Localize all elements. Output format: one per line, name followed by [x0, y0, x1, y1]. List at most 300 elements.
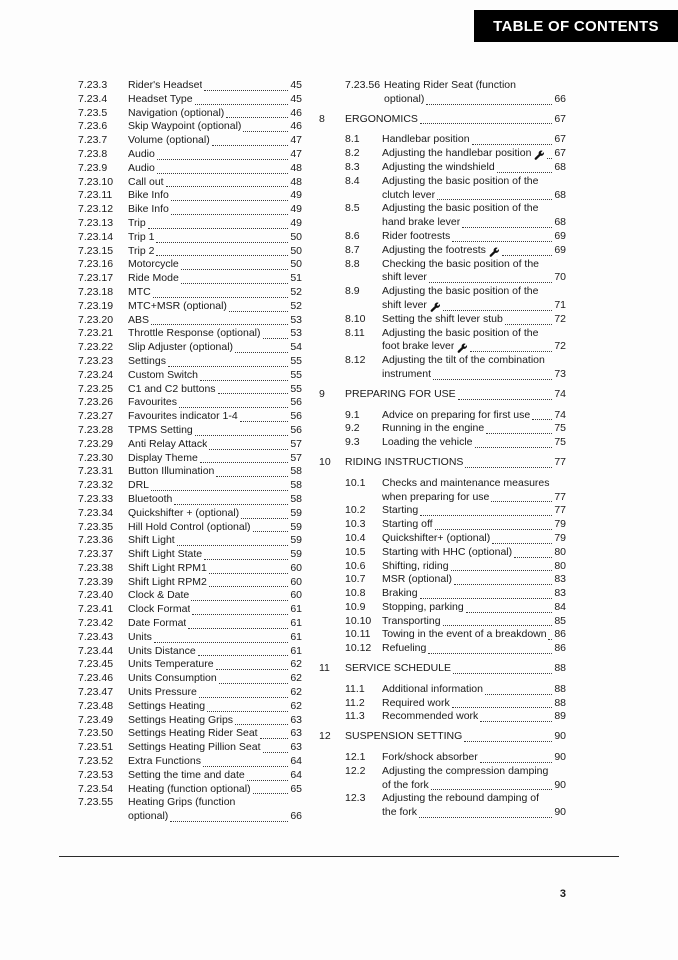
toc-entry-title-text: ABS: [128, 313, 150, 326]
toc-entry-row[interactable]: [78, 203, 302, 217]
toc-entry-page-number: 59: [290, 534, 302, 547]
toc-entry-row[interactable]: [319, 751, 566, 765]
toc-entry-title-text: Motorcycle: [128, 258, 179, 271]
toc-entry-page-number: 89: [554, 710, 566, 723]
toc-entry-page-number: 61: [290, 644, 302, 657]
toc-entry-title-text: Shift Light: [128, 534, 175, 547]
toc-entry-row[interactable]: [319, 587, 566, 601]
toc-entry-title-text: Settings Heating Pillion Seat: [128, 741, 261, 754]
toc-entry-title-block: [128, 617, 302, 631]
toc-entry-number: 9: [319, 387, 325, 400]
toc-entry-row[interactable]: [319, 532, 566, 546]
toc-entry-title-text: Adjusting the basic position of the: [382, 174, 539, 187]
toc-entry-title-text: Fork/shock absorber: [382, 751, 478, 764]
toc-entry-row[interactable]: [78, 631, 302, 645]
toc-entry-page-number: 50: [290, 230, 302, 243]
toc-entry-title-text: Slip Adjuster (optional): [128, 341, 234, 354]
toc-entry-title-text: Units: [128, 630, 152, 643]
toc-entry-number: 12.2: [345, 764, 366, 777]
toc-entry-page-number: 45: [290, 79, 302, 91]
toc-entry-row[interactable]: [78, 134, 302, 148]
toc-entry-title-text: Braking: [382, 587, 418, 600]
toc-entry-title-text: Quickshifter+ (optional): [382, 531, 491, 544]
toc-entry-row[interactable]: [319, 79, 566, 107]
toc-entry-title-text: Display Theme: [128, 451, 198, 464]
toc-entry-number: 10.10: [345, 614, 372, 627]
dot-leader: [171, 200, 288, 201]
toc-entry-row[interactable]: [319, 504, 566, 518]
toc-entry-row[interactable]: [78, 562, 302, 576]
toc-entry-title-block: [128, 493, 302, 507]
toc-entry-row[interactable]: [78, 217, 302, 231]
toc-entry-row[interactable]: [319, 710, 566, 724]
toc-entry-number: 10.1: [345, 476, 366, 489]
toc-entry-row[interactable]: [78, 741, 302, 755]
toc-entry-row[interactable]: [78, 686, 302, 700]
toc-entry-title-text: Stopping, parking: [382, 600, 464, 613]
dot-leader: [260, 738, 289, 739]
toc-entry-page-number: 77: [554, 490, 566, 503]
toc-entry-number: 11.1: [345, 682, 365, 695]
toc-entry-number: 7.23.28: [78, 423, 114, 436]
toc-entry-row[interactable]: [78, 493, 302, 507]
page-number: 3: [559, 888, 566, 900]
toc-entry-row[interactable]: [319, 147, 566, 161]
dot-leader: [464, 741, 552, 742]
toc-entry-row[interactable]: [319, 518, 566, 532]
toc-entry-title-block: [382, 546, 566, 560]
toc-entry-title-text: Ride Mode: [128, 272, 179, 285]
toc-entry-row[interactable]: [78, 107, 302, 121]
dot-leader: [216, 476, 288, 477]
dot-leader: [177, 545, 289, 546]
toc-entry-title-block: [128, 120, 302, 134]
toc-entry-row[interactable]: [319, 409, 566, 423]
toc-entry-page-number: 90: [554, 730, 566, 743]
toc-entry-number: 7.23.27: [78, 410, 114, 423]
toc-entry-row[interactable]: [78, 534, 302, 548]
toc-entry-title-text: Anti Relay Attack: [128, 437, 208, 450]
toc-entry-title-block: [382, 258, 566, 286]
toc-entry-title-block: [382, 601, 566, 615]
toc-entry-title-block: [128, 203, 302, 217]
toc-entry-number: 9.1: [345, 408, 360, 421]
toc-entry-row[interactable]: [78, 162, 302, 176]
toc-entry-number: 10.5: [345, 545, 366, 558]
dot-leader: [453, 673, 552, 674]
toc-entry-row[interactable]: [319, 628, 566, 642]
toc-entry-title-block: [128, 645, 302, 659]
toc-entry-title-text: ERGONOMICS: [345, 112, 418, 125]
dot-leader: [209, 573, 289, 574]
toc-entry-row[interactable]: [78, 410, 302, 424]
toc-entry-title-block: [382, 313, 566, 327]
toc-entry-number: 8.8: [345, 257, 360, 270]
toc-entry-title-block: [345, 113, 566, 127]
toc-entry-row[interactable]: [319, 765, 566, 793]
dot-leader: [171, 214, 288, 215]
toc-entry-title-block: [128, 189, 302, 203]
toc-entry-number: 10.6: [345, 559, 366, 572]
toc-entry-page-number: 58: [290, 479, 302, 492]
toc-entry-title-block: [128, 769, 302, 783]
toc-entry-title-text: shift lever: [382, 271, 427, 284]
toc-entry-page-number: 77: [554, 455, 566, 468]
toc-entry-title-text: PREPARING FOR USE: [345, 387, 456, 400]
toc-entry-row[interactable]: [78, 245, 302, 259]
toc-entry-page-number: 55: [290, 382, 302, 395]
toc-entry-title-text: MSR (optional): [382, 573, 453, 586]
toc-entry-title-block: [382, 573, 566, 587]
toc-entry-row[interactable]: [78, 769, 302, 783]
toc-entry-row[interactable]: [319, 354, 566, 382]
toc-entry-page-number: 51: [290, 272, 302, 285]
toc-entry-number: 7.23.7: [78, 134, 108, 147]
toc-entry-row[interactable]: [78, 727, 302, 741]
toc-entry-number: 12.3: [345, 792, 366, 805]
toc-entry-page-number: 53: [290, 313, 302, 326]
toc-entry-page-number: 63: [290, 741, 302, 754]
toc-entry-title-text: MTC: [128, 285, 151, 298]
toc-entry-title-text: Bike Info: [128, 189, 169, 202]
toc-entry-row[interactable]: [78, 603, 302, 617]
dot-leader: [480, 762, 553, 763]
toc-entry-page-number: 55: [290, 354, 302, 367]
toc-entry-page-number: 67: [554, 112, 566, 125]
toc-entry-number: 8.7: [345, 243, 360, 256]
toc-entry-number: 7.23.37: [78, 548, 114, 561]
toc-entry-title-text: foot brake lever: [382, 340, 455, 353]
toc-entry-row[interactable]: [319, 285, 566, 313]
toc-entry-title-block: [384, 79, 566, 107]
toc-entry-page-number: 90: [554, 778, 566, 791]
toc-entry-number: 12.1: [345, 751, 366, 764]
toc-entry-title-text: Heating Grips (function: [128, 796, 236, 809]
toc-entry-number: 7.23.54: [78, 782, 114, 795]
dot-leader: [492, 543, 552, 544]
toc-entry-row[interactable]: [319, 477, 566, 505]
dot-leader: [452, 707, 553, 708]
toc-entry-row[interactable]: [78, 189, 302, 203]
toc-entry-row[interactable]: [78, 645, 302, 659]
dot-leader: [420, 515, 552, 516]
toc-entry-row[interactable]: [319, 327, 566, 355]
toc-entry-title-block: [128, 107, 302, 121]
toc-entry-title-text: Shift Light RPM1: [128, 561, 207, 574]
dot-leader: [462, 227, 552, 228]
toc-entry-row[interactable]: [78, 120, 302, 134]
toc-entry-title-block: [382, 230, 566, 244]
toc-entry-row[interactable]: [78, 576, 302, 590]
toc-entry-number: 10.8: [345, 587, 366, 600]
toc-entry-page-number: 85: [554, 614, 566, 627]
toc-entry-row[interactable]: [78, 355, 302, 369]
toc-entry-page-number: 61: [290, 617, 302, 630]
toc-entry-title-text: Call out: [128, 175, 164, 188]
toc-entry-row[interactable]: [78, 231, 302, 245]
toc-entry-row[interactable]: [319, 601, 566, 615]
toc-entry-number: 7.23.36: [78, 534, 114, 547]
toc-entry-title-block: [128, 327, 302, 341]
toc-entry-number: 7.23.3: [78, 79, 108, 91]
toc-entry-title-block: [128, 286, 302, 300]
dot-leader: [466, 612, 553, 613]
toc-entry-page-number: 90: [554, 751, 566, 764]
dot-leader: [199, 697, 288, 698]
toc-entry-row[interactable]: [78, 465, 302, 479]
toc-entry-title-text: Trip: [128, 216, 146, 229]
dot-leader: [485, 694, 552, 695]
toc-entry-title-block: [128, 217, 302, 231]
toc-entry-row[interactable]: [319, 436, 566, 450]
toc-entry-number: 7.23.20: [78, 313, 114, 326]
toc-entry-title-block: [128, 714, 302, 728]
toc-entry-title-block: [382, 615, 566, 629]
toc-entry-number: 8.11: [345, 326, 365, 339]
page-title: TABLE OF CONTENTS: [493, 17, 659, 35]
toc-entry-number: 7.23.40: [78, 589, 114, 602]
toc-entry-row[interactable]: [319, 697, 566, 711]
toc-section-row[interactable]: [319, 456, 566, 470]
toc-entry-row[interactable]: [78, 617, 302, 631]
toc-entry-row[interactable]: [78, 672, 302, 686]
toc-entry-title-text: Recommended work: [382, 710, 479, 723]
toc-entry-row[interactable]: [78, 396, 302, 410]
toc-entry-title-text: Checking the basic position of the: [382, 257, 540, 270]
toc-entry-title-text: Shifting, riding: [382, 559, 449, 572]
toc-entry-number: 7.23.53: [78, 768, 114, 781]
toc-entry-title-text: Advice on preparing for first use: [382, 408, 531, 421]
toc-entry-row[interactable]: [319, 422, 566, 436]
toc-entry-title-text: Adjusting the basic position of the: [382, 326, 539, 339]
toc-entry-row[interactable]: [319, 560, 566, 574]
toc-entry-title-block: [128, 672, 302, 686]
toc-entry-row[interactable]: [78, 438, 302, 452]
toc-entry-title-block: [128, 534, 302, 548]
toc-entry-page-number: 84: [554, 600, 566, 613]
dot-leader: [431, 789, 553, 790]
toc-entry-title-text: Adjusting the basic position of the: [382, 202, 539, 215]
toc-entry-title-block: [128, 755, 302, 769]
toc-entry-row[interactable]: [319, 615, 566, 629]
toc-entry-row[interactable]: [319, 202, 566, 230]
toc-entry-row[interactable]: [78, 272, 302, 286]
toc-entry-page-number: 58: [290, 465, 302, 478]
toc-entry-row[interactable]: [78, 452, 302, 466]
toc-entry-row[interactable]: [78, 300, 302, 314]
toc-entry-title-text: Throttle Response (optional): [128, 327, 261, 340]
toc-entry-row[interactable]: [319, 313, 566, 327]
toc-entry-number: 7.23.21: [78, 327, 114, 340]
dot-leader: [241, 518, 288, 519]
toc-entry-number: 7.23.52: [78, 755, 114, 768]
toc-entry-row[interactable]: [78, 148, 302, 162]
toc-entry-title-text: the fork: [382, 806, 418, 819]
dot-leader: [514, 557, 552, 558]
toc-entry-title-text: Required work: [382, 696, 450, 709]
toc-section-row[interactable]: [319, 388, 566, 402]
toc-entry-title-block: [382, 147, 566, 161]
toc-entry-title-block: [128, 700, 302, 714]
toc-entry-page-number: 62: [290, 672, 302, 685]
dot-leader: [203, 766, 288, 767]
dot-leader: [216, 669, 289, 670]
toc-entry-title-text: Settings Heating Rider Seat: [128, 727, 258, 740]
toc-entry-number: 8.5: [345, 202, 360, 215]
dot-leader: [243, 131, 288, 132]
toc-entry-number: 7.23.15: [78, 244, 114, 257]
toc-entry-title-text: Clock & Date: [128, 589, 190, 602]
toc-entry-row[interactable]: [78, 714, 302, 728]
toc-entry-row[interactable]: [319, 573, 566, 587]
toc-entry-number: 11.2: [345, 696, 365, 709]
toc-entry-row[interactable]: [78, 521, 302, 535]
toc-entry-number: 7.23.34: [78, 506, 114, 519]
toc-section-row[interactable]: [319, 662, 566, 676]
toc-entry-row[interactable]: [78, 176, 302, 190]
toc-entry-row[interactable]: [78, 796, 302, 824]
toc-entry-number: 7.23.29: [78, 437, 114, 450]
toc-entry-title-block: [128, 548, 302, 562]
toc-entry-title-block: [128, 465, 302, 479]
dot-leader: [491, 501, 552, 502]
toc-entry-row[interactable]: [78, 314, 302, 328]
toc-entry-title-block: [128, 300, 302, 314]
toc-entry-number: 7.23.47: [78, 686, 114, 699]
toc-entry-title-block: [128, 521, 302, 535]
toc-entry-title-block: [382, 327, 566, 355]
toc-entry-row[interactable]: [78, 589, 302, 603]
toc-entry-row[interactable]: [78, 79, 302, 93]
toc-entry-page-number: 86: [554, 628, 566, 641]
toc-entry-row[interactable]: [319, 792, 566, 820]
dot-leader: [532, 419, 552, 420]
toc-entry-title-text: Units Consumption: [128, 672, 217, 685]
toc-entry-number: 7.23.18: [78, 285, 114, 298]
dot-leader: [188, 628, 288, 629]
toc-entry-row[interactable]: [319, 230, 566, 244]
toc-entry-row[interactable]: [78, 755, 302, 769]
toc-entry-number: 7.23.31: [78, 465, 114, 478]
toc-entry-row[interactable]: [319, 244, 566, 258]
toc-entry-page-number: 68: [554, 188, 566, 201]
toc-entry-title-text: Bluetooth: [128, 492, 173, 505]
dot-leader: [426, 104, 552, 105]
toc-entry-title-text: instrument: [382, 367, 432, 380]
toc-entry-title-text: Navigation (optional): [128, 106, 225, 119]
toc-entry-number: 10.2: [345, 504, 366, 517]
toc-entry-page-number: 54: [290, 341, 302, 354]
toc-entry-number: 7.23.23: [78, 354, 114, 367]
toc-entry-page-number: 62: [290, 699, 302, 712]
toc-entry-row[interactable]: [319, 642, 566, 656]
toc-entry-row[interactable]: [78, 424, 302, 438]
toc-entry-row[interactable]: [319, 133, 566, 147]
toc-entry-row[interactable]: [78, 286, 302, 300]
toc-entry-number: 7.23.10: [78, 175, 114, 188]
toc-entry-page-number: 49: [290, 203, 302, 216]
dot-leader: [151, 324, 288, 325]
toc-entry-title-block: [382, 244, 566, 258]
toc-entry-number: 7.23.6: [78, 120, 108, 133]
toc-entry-row[interactable]: [78, 658, 302, 672]
toc-column-left: [78, 79, 302, 824]
toc-entry-page-number: 48: [290, 161, 302, 174]
toc-entry-page-number: 57: [290, 451, 302, 464]
toc-entry-row[interactable]: [319, 258, 566, 286]
toc-entry-number: 7.23.25: [78, 382, 114, 395]
toc-entry-number: 7.23.51: [78, 741, 114, 754]
toc-section-row[interactable]: [319, 113, 566, 127]
toc-entry-title-text: Custom Switch: [128, 368, 199, 381]
toc-entry-row[interactable]: [78, 93, 302, 107]
toc-entry-page-number: 74: [554, 408, 566, 421]
toc-entry-row[interactable]: [319, 161, 566, 175]
toc-entry-number: 7.23.26: [78, 396, 114, 409]
toc-entry-row[interactable]: [78, 548, 302, 562]
toc-entry-page-number: 74: [554, 387, 566, 400]
toc-entry-title-block: [345, 730, 566, 744]
toc-entry-page-number: 88: [554, 696, 566, 709]
toc-entry-row[interactable]: [319, 546, 566, 560]
toc-entry-number: 8.4: [345, 174, 360, 187]
toc-entry-title-block: [128, 162, 302, 176]
toc-entry-title-text: Button Illumination: [128, 465, 215, 478]
dot-leader: [435, 529, 553, 530]
toc-entry-row[interactable]: [78, 783, 302, 797]
toc-entry-row[interactable]: [78, 327, 302, 341]
toc-entry-number: 7.23.45: [78, 658, 114, 671]
toc-entry-number: 10.9: [345, 600, 366, 613]
dot-leader: [253, 793, 289, 794]
dot-leader: [148, 228, 289, 229]
toc-entry-title-block: [382, 710, 566, 724]
toc-section-row[interactable]: [319, 730, 566, 744]
toc-entry-row[interactable]: [78, 258, 302, 272]
toc-entry-row[interactable]: [78, 507, 302, 521]
toc-entry-title-text: Shift Light State: [128, 548, 203, 561]
toc-entry-title-block: [128, 796, 302, 824]
toc-entry-title-text: optional): [384, 92, 425, 105]
toc-entry-title-text: Quickshifter + (optional): [128, 506, 240, 519]
toc-entry-page-number: 52: [290, 285, 302, 298]
dot-leader: [497, 172, 553, 173]
toc-entry-title-block: [128, 176, 302, 190]
toc-entry-row[interactable]: [78, 341, 302, 355]
toc-entry-title-text: of the fork: [382, 778, 429, 791]
toc-entry-row[interactable]: [78, 383, 302, 397]
toc-entry-title-block: [382, 532, 566, 546]
toc-entry-page-number: 60: [290, 561, 302, 574]
toc-entry-row[interactable]: [319, 175, 566, 203]
toc-entry-row[interactable]: [78, 700, 302, 714]
toc-entry-row[interactable]: [78, 479, 302, 493]
toc-entry-number: 7.23.17: [78, 272, 114, 285]
toc-entry-title-block: [345, 456, 566, 470]
toc-entry-row[interactable]: [78, 369, 302, 383]
toc-entry-number: 7.23.42: [78, 617, 114, 630]
dot-leader: [195, 104, 289, 105]
toc-entry-title-text: Heating Rider Seat (function: [384, 79, 516, 91]
toc-entry-number: 10.7: [345, 573, 366, 586]
toc-entry-number: 7.23.41: [78, 603, 114, 616]
toc-entry-title-text: Rider footrests: [382, 229, 451, 242]
toc-entry-title-text: Favourites: [128, 396, 178, 409]
toc-entry-page-number: 62: [290, 658, 302, 671]
wrench-icon: [457, 343, 467, 353]
toc-entry-row[interactable]: [319, 683, 566, 697]
toc-entry-page-number: 75: [554, 436, 566, 449]
